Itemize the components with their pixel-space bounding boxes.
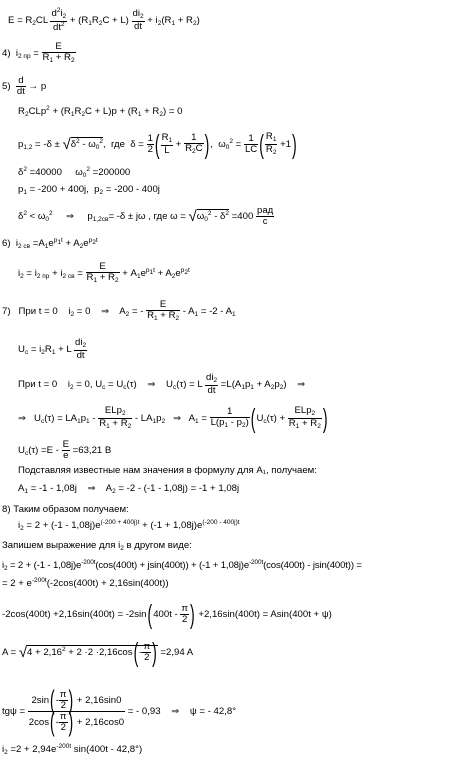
expansion-2: = $2 + e^{-200t}(-2\cos(400t) + 2,16\sin(400t))$ — [2, 577, 169, 589]
expansion-1: $i_2 = 2 + (-1 - 1,08j)e^{-200t}(\cos(400t) + jsin(400t)) + (-1 + 1,08j)e^{-200t}(\cos(400t) - jsin(400t))$ = — [2, 559, 362, 572]
uc-equation: $U_c = i_2R_1 + L$ $\frac{di_2}{dt}$ — [18, 337, 87, 361]
delta-values: $\delta^2 =40000$ $\omega_0^2 =200000$ — [18, 166, 131, 179]
roots-values: $p_1 = -200 + 400j$, $p_2 = -200 - 400j$ — [18, 184, 160, 196]
substitution-text: Подставляя известные нам значения в формулу для A₁, получаем: — [18, 465, 317, 476]
equation-1: $E = R_2CL$ $\frac{d^2i_2}{dt^2}$ + $(R_1R_2C + L)$ $\frac{di_2}{dt}$ + $i_2(R_1 + R_2)$ — [8, 7, 200, 33]
step-8-heading: 8) Таким образом получаем: — [2, 504, 129, 515]
a-values: $A_1 = -1 - 1,08j$ ⇒ $A_2 = -2 - (-1 - 1,08j) = -1 + 1,08j$ — [18, 483, 240, 495]
final-answer: $i_2 =2 + 2,94e^{-200t}$ sin(400t - 42,8°) — [2, 743, 143, 756]
roots-formula: $p_{1,2} = -\delta \pm √\delta^2 - \omega_0^2$, где δ = $\frac{1}{2}$ ( $\frac{R_1}{L}$ + $\frac{1}{R_2C}$ ), $\omega_0^2$ = $\frac{1}{LC}$ ( $\frac{R_1}{R_2}$ +1) — [18, 128, 297, 160]
equation-6: 6) $i_{2 св} =A_1e^{p_1t} + A_2e^{p_2t}$ — [2, 237, 98, 250]
a1-derivation: ⇒ $U_c(\tau) = LA_1p_1$ - ELp$_2$ $R_1 + R_2$ - $LA_1p_2$ ⇒ $A_1$ = $\frac{1}{L(p_1 - p_2)}$ ($U_c(\tau)$ + ELp$_2$ $R_1 + R_2$ ) — [18, 402, 328, 434]
trig-identity: -2cos(400t) +2,16sin(400t) = -2sin(400t - $\frac{\pi}{2}$ ) +2,16sin(400t) = Asin(400t + ψ) — [2, 598, 332, 630]
initial-condition: При t = 0 $i_2 = 0$, $U_c = U_c(\tau)$ ⇒ $U_c(\tau) = L$ $\frac{di_2}{dt}$ $=L(A_1p_1 + A_2p_2)$ ⇒ — [18, 372, 306, 396]
omega-line: $\delta^2 < \omega_0^2$ ⇒ $p_{1,2св}= -\delta \pm j\omega$ , где $\omega = √\omega_0^2 - \delta^2 =400$ рад с — [18, 205, 274, 228]
equation-4: 4) $i_{2 пр}$ = $\frac{E}{R_1 + R_2}$ — [2, 41, 75, 65]
phase: tgψ = 2sin(- $\frac{\pi}{2}$ ) + 2,16sin0 2cos(- $\frac{\pi}{2}$ ) + 2,16cos0 = - 0,93 ⇒ ψ = - 42,8° — [2, 684, 237, 738]
current-solution: $i_2 = 2 + (-1 - 1,08j)e^{(-200 + 400j)t} + (-1 + 1,08j)e^{(-200 - 400j)t}$ — [18, 519, 240, 532]
total-current: $i_2 = i_{2 пр} + i_{2 св}$ = $\frac{E}{R_1 + R_2}$ + $A_1e^{p_1t} + A_2e^{p_2t}$ — [18, 261, 190, 285]
equation-7: 7) При t = 0 $i_2 = 0$ ⇒ $A_2$ = - $\frac{E}{R_1 + R_2}$ - $A_1 = -2 - A_1$ — [2, 299, 236, 323]
uc-value: $U_c(\tau) =E$ - $\frac{E}{e}$ =63,21 В — [18, 439, 112, 462]
char-equation: $R_2CLp^2 + (R_1R_2C + L)p + (R_1 + R_2) = 0$ — [18, 105, 183, 118]
amplitude: $A = √4 + 2,16^2 + 2 \cdot 2 \cdot 2,16\cos(-$ $\frac{\pi}{2}$ ) =2,94 A — [2, 636, 194, 668]
rewrite-text: Запишем выражение для $i_2$ в другом виде: — [2, 540, 192, 552]
equation-5: 5) $\frac{d}{dt}$ → p — [2, 75, 47, 98]
